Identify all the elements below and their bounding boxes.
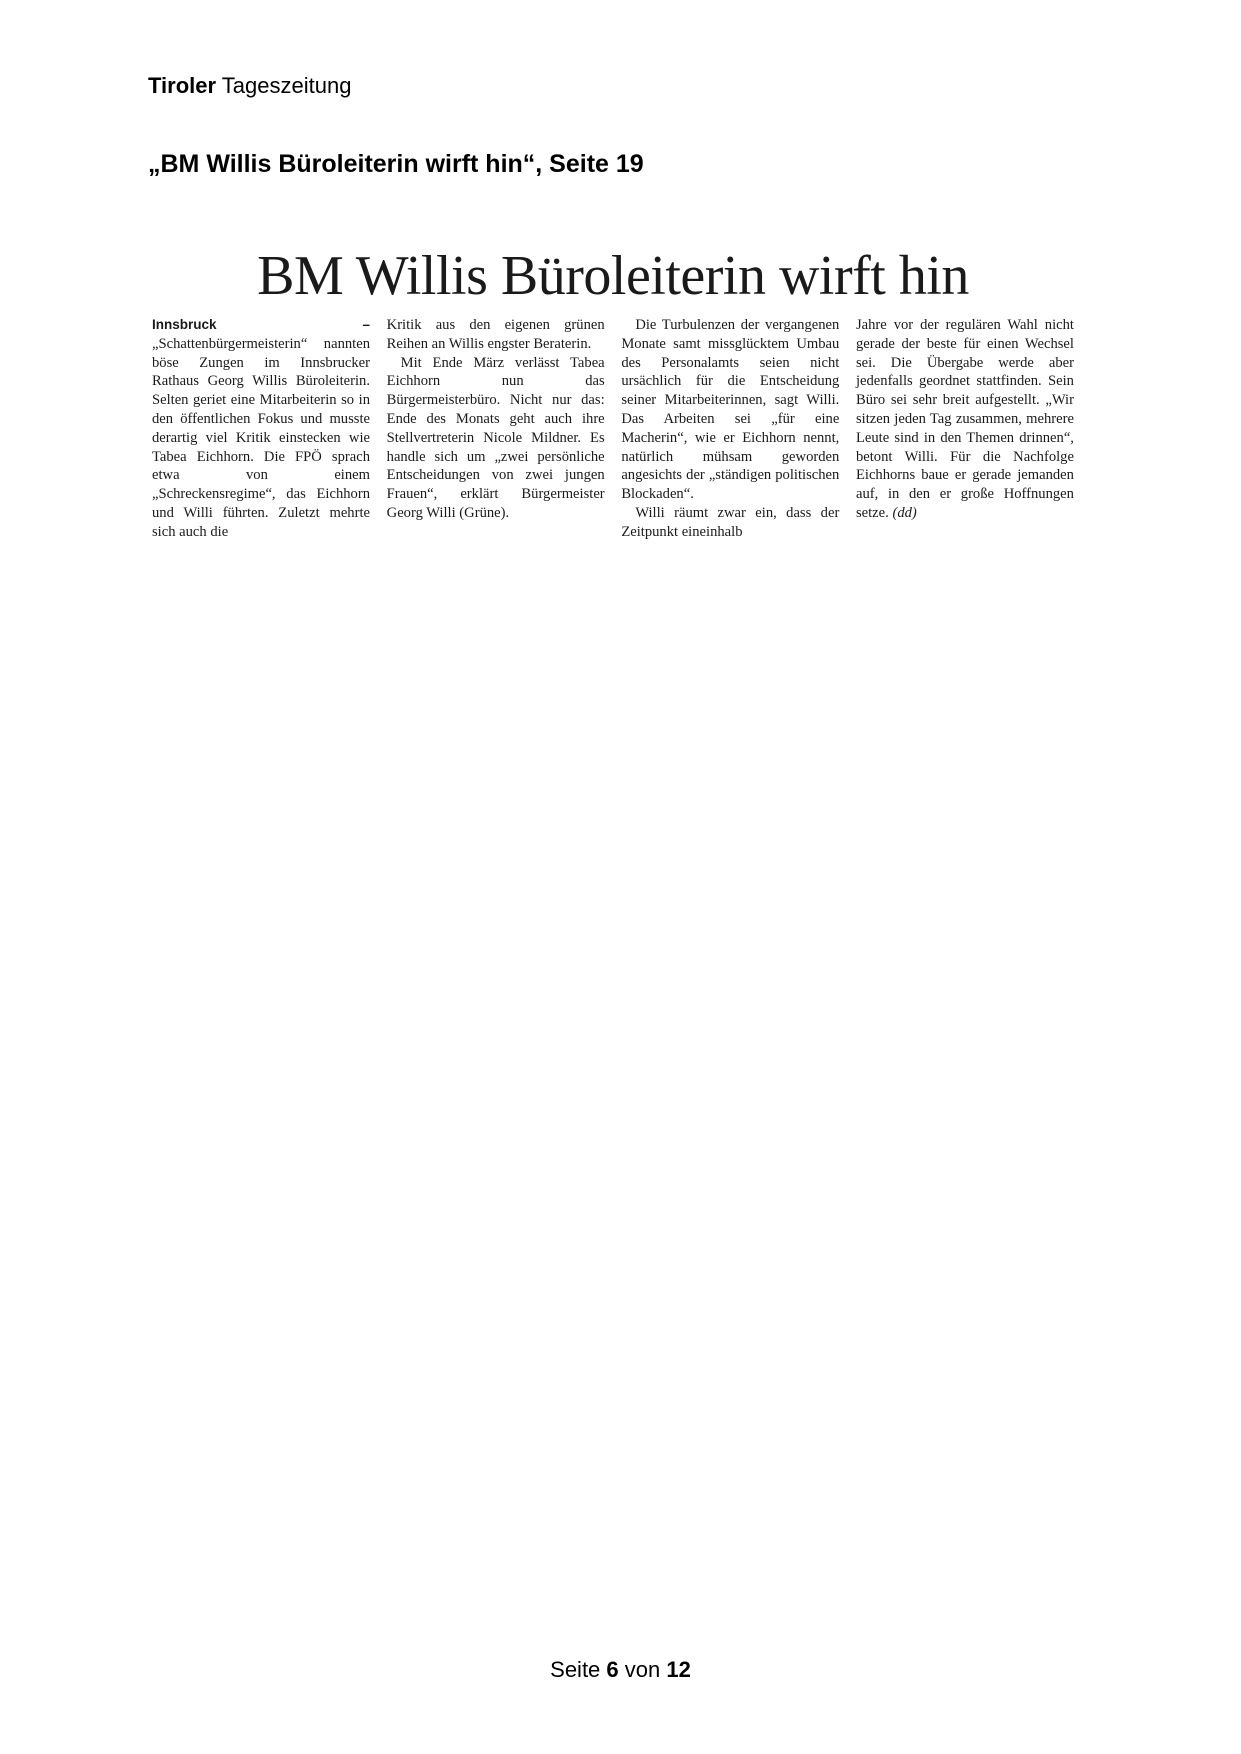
article-text: „Schattenbürgermeisterin“ nannten böse Zungen im Innsbrucker Rathaus Georg Willis Büroleiterin. Selten geriet eine Mitarbeiterin so in den öffentlichen Fokus und musste derartig viel Kritik einstecken wie Tabea Eichhorn. Die FPÖ sprach etwa von einem „Schreckensregime“, das Eichhorn und Willi führten. Zuletzt mehrte sich auch die — [152, 335, 370, 540]
current-page-number: 6 — [606, 1657, 619, 1682]
footer-prefix: Seite — [550, 1657, 607, 1682]
article-paragraph — [856, 316, 1074, 523]
publication-name-rest: Tageszeitung — [216, 73, 352, 98]
total-page-count: 12 — [666, 1657, 691, 1682]
article-paragraph — [152, 316, 370, 542]
article-dateline: Innsbruck – — [152, 317, 370, 332]
page-footer — [0, 1656, 1241, 1684]
article-columns — [152, 316, 1074, 542]
article-text: Jahre vor der regulären Wahl nicht gerade der beste für einen Wechsel sei. Die Übergabe werde aber jedenfalls geordnet stattfinden. Sein Büro sei sehr breit aufgestellt. „Wir sitzen jeden Tag zusammen, mehrere Leute sind in den Themen drinnen“, betont Willi. Für die Nachfolge Eichhorns baue er gerade jemanden auf, in den er große Hoffnungen setze. — [855, 317, 1074, 521]
article-column-2 — [387, 316, 605, 542]
footer-middle: von — [618, 1657, 667, 1682]
article-column-1 — [152, 316, 370, 542]
article-clipping — [152, 244, 1074, 542]
article-signature: (dd) — [892, 504, 917, 521]
article-column-3 — [621, 316, 839, 542]
article-column-4 — [856, 316, 1074, 542]
publication-name-bold: Tiroler — [148, 73, 217, 98]
article-paragraph: Mit Ende März verlässt Tabea Eichhorn nun das Bürgermeisterbüro. Nicht nur das: Ende des Monats geht auch ihre Stellvertreterin Nicole Mildner. Es handle sich um „zwei persönliche Entscheidungen von zwei jungen Frauen“, erklärt Bürgermeister Georg Willi (Grüne). — [386, 354, 605, 521]
article-paragraph: Kritik aus den eigenen grünen Reihen an Willis engster Beraterin. — [386, 317, 605, 352]
article-headline: BM Willis Büroleiterin wirft hin — [257, 245, 969, 307]
document-title: „BM Willis Büroleiterin wirft hin“, Seite 19 — [148, 150, 644, 178]
article-paragraph: Die Turbulenzen der vergangenen Monate samt missglücktem Umbau des Personalamts seien nicht ursächlich für die Entscheidung seiner Mitarbeiterinnen, sagt Willi. Das Arbeiten sei „für eine Macherin“, wie er Eichhorn nennt, natürlich mühsam geworden angesichts der „ständigen politischen Blockaden“. — [621, 317, 840, 503]
article-paragraph: Willi räumt zwar ein, dass der Zeitpunkt eineinhalb — [621, 504, 840, 540]
publication-name — [148, 72, 351, 100]
